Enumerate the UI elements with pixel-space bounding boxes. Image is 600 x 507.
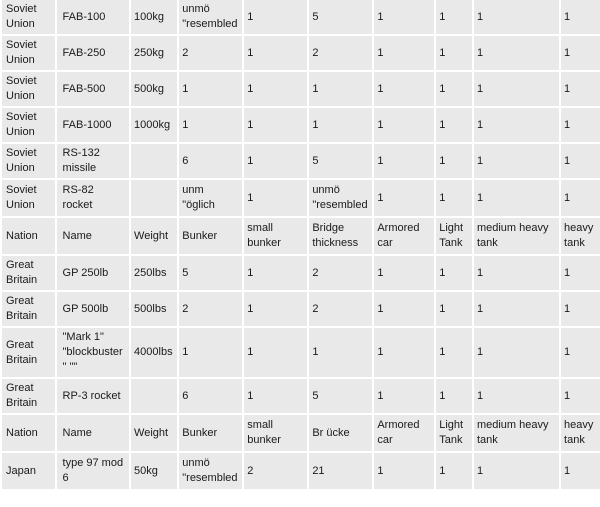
header-cell-small-bunker: small bunker (244, 218, 307, 254)
cell-weight: 250lbs (131, 256, 177, 290)
cell-small-bunker: 2 (244, 453, 307, 489)
cell-light-tank: 1 (436, 72, 472, 106)
cell-heavy-tank: 1 (561, 108, 600, 142)
cell-name: GP 250lb (57, 256, 130, 290)
cell-bridge: 21 (309, 453, 372, 489)
cell-light-tank: 1 (436, 379, 472, 413)
cell-light-tank: 1 (436, 36, 472, 70)
cell-bunker: 5 (179, 256, 242, 290)
cell-medium-heavy-tank: 1 (474, 180, 559, 216)
table-row (2, 144, 600, 178)
cell-name: type 97 mod 6 (57, 453, 130, 489)
cell-weight: 50kg (131, 453, 177, 489)
header-cell-nation: Nation (2, 218, 55, 254)
table-row (2, 453, 600, 489)
cell-heavy-tank: 1 (561, 379, 600, 413)
cell-small-bunker: 1 (244, 292, 307, 326)
cell-bridge: 2 (309, 36, 372, 70)
cell-heavy-tank: 1 (561, 36, 600, 70)
cell-heavy-tank: 1 (561, 256, 600, 290)
table-row (2, 0, 600, 34)
cell-weight (131, 144, 177, 178)
cell-light-tank: 1 (436, 144, 472, 178)
cell-small-bunker: 1 (244, 36, 307, 70)
header-row (2, 218, 600, 254)
cell-armored-car: 1 (374, 180, 434, 216)
cell-armored-car: 1 (374, 36, 434, 70)
cell-weight (131, 379, 177, 413)
cell-name: "Mark 1" "blockbuster" "" (57, 328, 130, 377)
cell-small-bunker: 1 (244, 0, 307, 34)
header-cell-light-tank: Light Tank (436, 415, 472, 451)
cell-medium-heavy-tank: 1 (474, 379, 559, 413)
cell-bridge: 5 (309, 379, 372, 413)
cell-bunker: 6 (179, 379, 242, 413)
cell-armored-car: 1 (374, 328, 434, 377)
cell-medium-heavy-tank: 1 (474, 0, 559, 34)
cell-name: FAB-100 (57, 0, 130, 34)
cell-armored-car: 1 (374, 256, 434, 290)
header-cell-bridge: Bridge thickness (309, 218, 372, 254)
cell-medium-heavy-tank: 1 (474, 292, 559, 326)
cell-bridge: 2 (309, 292, 372, 326)
cell-small-bunker: 1 (244, 180, 307, 216)
cell-bridge: unmö "resembled (309, 180, 372, 216)
header-cell-heavy-tank: heavy tank (561, 218, 600, 254)
cell-bunker: unmö "resembled (179, 453, 242, 489)
header-cell-name: Name (57, 415, 130, 451)
header-cell-medium-heavy-tank: medium heavy tank (474, 218, 559, 254)
header-cell-weight: Weight (131, 415, 177, 451)
header-cell-bunker: Bunker (179, 218, 242, 254)
table-row (2, 180, 600, 216)
cell-heavy-tank: 1 (561, 180, 600, 216)
header-cell-armored-car: Armored car (374, 218, 434, 254)
cell-medium-heavy-tank: 1 (474, 36, 559, 70)
cell-armored-car: 1 (374, 292, 434, 326)
cell-weight: 4000lbs (131, 328, 177, 377)
cell-bunker: 2 (179, 292, 242, 326)
cell-weight: 500kg (131, 72, 177, 106)
cell-armored-car: 1 (374, 72, 434, 106)
header-cell-name: Name (57, 218, 130, 254)
cell-nation: Great Britain (2, 328, 55, 377)
cell-nation: Japan (2, 453, 55, 489)
table-row (2, 379, 600, 413)
cell-bridge: 5 (309, 0, 372, 34)
cell-medium-heavy-tank: 1 (474, 453, 559, 489)
cell-bridge: 1 (309, 108, 372, 142)
cell-bunker: 2 (179, 36, 242, 70)
cell-bunker: 1 (179, 328, 242, 377)
cell-nation: Soviet Union (2, 144, 55, 178)
cell-medium-heavy-tank: 1 (474, 108, 559, 142)
header-cell-nation: Nation (2, 415, 55, 451)
cell-small-bunker: 1 (244, 328, 307, 377)
cell-armored-car: 1 (374, 108, 434, 142)
cell-bunker: 1 (179, 72, 242, 106)
table-row (2, 328, 600, 377)
cell-bridge: 1 (309, 72, 372, 106)
cell-name: RS-132 missile (57, 144, 130, 178)
cell-nation: Great Britain (2, 256, 55, 290)
cell-heavy-tank: 1 (561, 328, 600, 377)
cell-medium-heavy-tank: 1 (474, 328, 559, 377)
cell-small-bunker: 1 (244, 108, 307, 142)
cell-light-tank: 1 (436, 328, 472, 377)
cell-light-tank: 1 (436, 180, 472, 216)
cell-bridge: 5 (309, 144, 372, 178)
cell-nation: Great Britain (2, 379, 55, 413)
cell-medium-heavy-tank: 1 (474, 256, 559, 290)
cell-light-tank: 1 (436, 256, 472, 290)
table-row (2, 108, 600, 142)
table-row (2, 292, 600, 326)
header-cell-small-bunker: small bunker (244, 415, 307, 451)
cell-name: RP-3 rocket (57, 379, 130, 413)
cell-name: FAB-250 (57, 36, 130, 70)
cell-small-bunker: 1 (244, 144, 307, 178)
header-row (2, 415, 600, 451)
cell-heavy-tank: 1 (561, 0, 600, 34)
header-cell-heavy-tank: heavy tank (561, 415, 600, 451)
cell-bunker: 6 (179, 144, 242, 178)
header-cell-medium-heavy-tank: medium heavy tank (474, 415, 559, 451)
cell-armored-car: 1 (374, 0, 434, 34)
cell-small-bunker: 1 (244, 379, 307, 413)
cell-heavy-tank: 1 (561, 72, 600, 106)
cell-armored-car: 1 (374, 144, 434, 178)
cell-name: RS-82 rocket (57, 180, 130, 216)
cell-bunker: unmö "resembled (179, 0, 242, 34)
cell-light-tank: 1 (436, 292, 472, 326)
cell-small-bunker: 1 (244, 72, 307, 106)
cell-small-bunker: 1 (244, 256, 307, 290)
cell-heavy-tank: 1 (561, 144, 600, 178)
cell-light-tank: 1 (436, 108, 472, 142)
cell-bunker: unm "öglich (179, 180, 242, 216)
cell-weight: 100kg (131, 0, 177, 34)
cell-nation: Great Britain (2, 292, 55, 326)
table-row (2, 36, 600, 70)
cell-nation: Soviet Union (2, 180, 55, 216)
cell-nation: Soviet Union (2, 0, 55, 34)
table-row (2, 72, 600, 106)
cell-weight: 1000kg (131, 108, 177, 142)
table-body (2, 0, 600, 489)
cell-name: FAB-1000 (57, 108, 130, 142)
header-cell-light-tank: Light Tank (436, 218, 472, 254)
cell-name: FAB-500 (57, 72, 130, 106)
header-cell-weight: Weight (131, 218, 177, 254)
cell-bunker: 1 (179, 108, 242, 142)
cell-nation: Soviet Union (2, 108, 55, 142)
header-cell-bridge: Br ücke (309, 415, 372, 451)
cell-weight: 500lbs (131, 292, 177, 326)
cell-bridge: 1 (309, 328, 372, 377)
cell-armored-car: 1 (374, 453, 434, 489)
cell-medium-heavy-tank: 1 (474, 72, 559, 106)
cell-name: GP 500lb (57, 292, 130, 326)
cell-light-tank: 1 (436, 0, 472, 34)
cell-bridge: 2 (309, 256, 372, 290)
cell-armored-car: 1 (374, 379, 434, 413)
cell-light-tank: 1 (436, 453, 472, 489)
cell-medium-heavy-tank: 1 (474, 144, 559, 178)
header-cell-armored-car: Armored car (374, 415, 434, 451)
cell-nation: Soviet Union (2, 36, 55, 70)
cell-weight: 250kg (131, 36, 177, 70)
cell-heavy-tank: 1 (561, 453, 600, 489)
cell-heavy-tank: 1 (561, 292, 600, 326)
table-row (2, 256, 600, 290)
cell-weight (131, 180, 177, 216)
cell-nation: Soviet Union (2, 72, 55, 106)
header-cell-bunker: Bunker (179, 415, 242, 451)
